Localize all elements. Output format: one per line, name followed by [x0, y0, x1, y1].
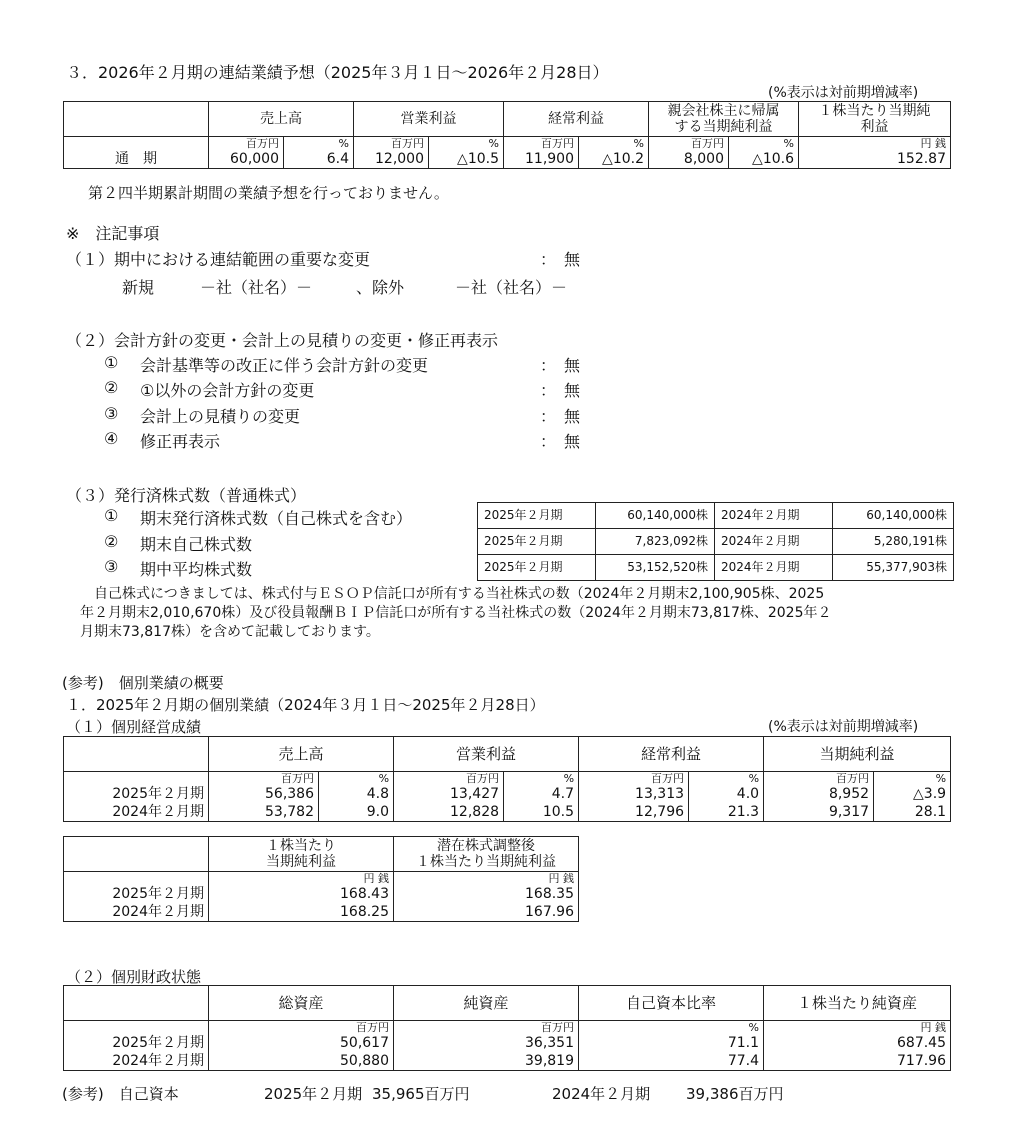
ref-t2-cell: 168.25	[209, 903, 394, 922]
ref-t1-cell: 4.8	[319, 785, 394, 803]
ref-t1-unit: %	[319, 772, 394, 786]
ref-t3-cell: 50,617	[209, 1034, 394, 1052]
forecast-header-net-l1: 親会社株主に帰属	[667, 103, 780, 119]
ref-t1-header: 売上高	[209, 737, 394, 772]
ref-t3-cell: 717.96	[764, 1052, 951, 1071]
ref-t2-header-line: 当期純利益	[266, 854, 336, 870]
shares-period: 2025年２月期	[478, 555, 596, 581]
ref-t1-unit: 百万円	[579, 772, 689, 786]
ref-t1-header: 経常利益	[579, 737, 764, 772]
notes-item2-value: ： 無	[540, 407, 581, 426]
forecast-unit: 百万円	[504, 137, 579, 151]
ref-t1-cell: 53,782	[209, 803, 319, 822]
shares-num: ②	[104, 532, 119, 551]
ref-t3-header: 総資産	[209, 986, 394, 1021]
forecast-header-eps-l1: １株当たり当期純	[818, 103, 931, 119]
ref-t1-unit-blank	[64, 772, 209, 786]
forecast-header-eps-l2: 利益	[860, 119, 889, 135]
ref-t1-cell: 9,317	[764, 803, 874, 822]
equity-period-2: 2024年２月期	[552, 1085, 651, 1103]
notes-item2-label: ①以外の会計方針の変更	[140, 381, 315, 400]
ref-t1-cell: 8,952	[764, 785, 874, 803]
forecast-row-label: 通 期	[64, 150, 209, 169]
notes-item1-new-value: －社（社名）－	[200, 278, 313, 297]
notes-item1-label: （１）期中における連結範囲の重要な変更	[66, 250, 371, 269]
ref-t1-unit: %	[504, 772, 579, 786]
notes-item2-value: ： 無	[540, 432, 581, 451]
equity-period-1: 2025年２月期	[264, 1085, 363, 1103]
forecast-header-net	[649, 102, 799, 137]
ref-t2-header-line: １株当たり	[266, 838, 336, 854]
ref-t2-row-label: 2025年２月期	[64, 885, 209, 903]
equity-label: (参考) 自己資本	[62, 1085, 179, 1103]
forecast-note: (%表示は対前期増減率)	[768, 85, 919, 101]
notes-item2-label: 会計基準等の改正に伴う会計方針の変更	[140, 356, 429, 375]
ref-t1-cell: 12,828	[394, 803, 504, 822]
forecast-unit: 百万円	[209, 137, 284, 151]
ref-t1-corner	[64, 737, 209, 772]
notes-item2-value: ： 無	[540, 356, 581, 375]
ref-table3	[63, 985, 951, 1071]
forecast-unit-blank	[64, 137, 209, 151]
ref-t3-cell: 71.1	[579, 1034, 764, 1052]
shares-label: 期末自己株式数	[140, 535, 253, 554]
notes-item2-label: 会計上の見積りの変更	[140, 407, 301, 426]
ref-t1-cell: △3.9	[874, 785, 951, 803]
notes-item1-new: 新規	[122, 278, 155, 297]
forecast-cell: 12,000	[354, 150, 429, 169]
forecast-header-operating: 営業利益	[354, 102, 504, 137]
shares-period: 2024年２月期	[715, 529, 833, 555]
forecast-unit: %	[729, 137, 799, 151]
forecast-heading: ３．2026年２月期の連結業績予想（2025年３月１日～2026年２月28日）	[66, 63, 609, 82]
ref-t1-unit: 百万円	[394, 772, 504, 786]
forecast-table	[63, 101, 951, 169]
forecast-cell: △10.2	[579, 150, 649, 169]
shares-period: 2024年２月期	[715, 503, 833, 529]
forecast-unit: %	[284, 137, 354, 151]
forecast-unit: 円 銭	[799, 137, 951, 151]
forecast-corner	[64, 102, 209, 137]
ref-t2-corner	[64, 837, 209, 872]
equity-value-2: 39,386百万円	[686, 1085, 784, 1103]
ref-t2-cell: 168.43	[209, 885, 394, 903]
ref-t2-unit-blank	[64, 872, 209, 886]
ref-t3-unit-blank	[64, 1021, 209, 1035]
shares-value: 60,140,000株	[596, 503, 715, 529]
ref-t1-cell: 56,386	[209, 785, 319, 803]
ref-t3-unit: 円 銭	[764, 1021, 951, 1035]
ref-t3-row-label: 2024年２月期	[64, 1052, 209, 1071]
forecast-header-net-l2: する当期純利益	[674, 119, 773, 135]
shares-label: 期末発行済株式数（自己株式を含む）	[140, 509, 413, 528]
shares-num: ①	[104, 506, 119, 525]
ref-t1-cell: 4.0	[689, 785, 764, 803]
forecast-unit: %	[429, 137, 504, 151]
forecast-cell: △10.6	[729, 150, 799, 169]
forecast-unit: 百万円	[354, 137, 429, 151]
notes-item2-num: ④	[104, 429, 119, 448]
notes-item2-num: ③	[104, 404, 119, 423]
ref-t3-cell: 687.45	[764, 1034, 951, 1052]
ref-t3-cell: 39,819	[394, 1052, 579, 1071]
ref-t2-cell: 168.35	[394, 885, 579, 903]
ref-t1-unit: 百万円	[209, 772, 319, 786]
ref-t1-cell: 13,313	[579, 785, 689, 803]
equity-value-1: 35,965百万円	[372, 1085, 470, 1103]
ref-t3-cell: 50,880	[209, 1052, 394, 1071]
ref-t2-header-line: 潜在株式調整後	[437, 838, 535, 854]
notes-item2-title: （２）会計方針の変更・会計上の見積りの変更・修正再表示	[66, 331, 499, 350]
shares-period: 2024年２月期	[715, 555, 833, 581]
shares-label: 期中平均株式数	[140, 560, 253, 579]
notes-item2-value: ： 無	[540, 381, 581, 400]
ref-t3-header: 自己資本比率	[579, 986, 764, 1021]
forecast-cell: 11,900	[504, 150, 579, 169]
ref-t1-cell: 28.1	[874, 803, 951, 822]
forecast-cell: △10.5	[429, 150, 504, 169]
ref-t1-cell: 4.7	[504, 785, 579, 803]
forecast-unit: %	[579, 137, 649, 151]
ref-t1-cell: 10.5	[504, 803, 579, 822]
shares-period: 2025年２月期	[478, 529, 596, 555]
ref-t2-row-label: 2024年２月期	[64, 903, 209, 922]
ref-t3-row-label: 2025年２月期	[64, 1034, 209, 1052]
ref-t3-cell: 36,351	[394, 1034, 579, 1052]
shares-value: 7,823,092株	[596, 529, 715, 555]
ref-t1-header: 営業利益	[394, 737, 579, 772]
forecast-header-ordinary: 経常利益	[504, 102, 649, 137]
notes-title: ※ 注記事項	[66, 224, 160, 243]
forecast-unit: 百万円	[649, 137, 729, 151]
shares-value: 60,140,000株	[833, 503, 954, 529]
ref-t3-unit: %	[579, 1021, 764, 1035]
ref-t2-header-diluted	[394, 837, 579, 872]
ref-s2-title: （２）個別財政状態	[66, 968, 202, 986]
ref-t1-unit: 百万円	[764, 772, 874, 786]
ref-t1-row-label: 2025年２月期	[64, 785, 209, 803]
ref-t3-unit: 百万円	[394, 1021, 579, 1035]
ref-t1-cell: 21.3	[689, 803, 764, 822]
ref-subtitle: １．2025年２月期の個別業績（2024年３月１日～2025年２月28日）	[66, 696, 545, 714]
notes-item3-title: （３）発行済株式数（普通株式）	[66, 486, 307, 505]
ref-title: (参考) 個別業績の概要	[62, 674, 224, 692]
shares-value: 53,152,520株	[596, 555, 715, 581]
ref-t3-cell: 77.4	[579, 1052, 764, 1071]
ref-t2-cell: 167.96	[394, 903, 579, 922]
notes-item1-excl-value: －社（社名）－	[455, 278, 568, 297]
forecast-cell: 152.87	[799, 150, 951, 169]
notes-item1-value: ： 無	[540, 250, 581, 269]
shares-note-line: 自己株式につきましては、株式付与ＥＳＯＰ信託口が所有する当社株式の数（2024年２月期末2,100,905株、2025	[80, 586, 825, 602]
notes-item2-num: ②	[104, 378, 119, 397]
notes-item1-sep: 、除外	[356, 278, 405, 297]
ref-s1-note: (%表示は対前期増減率)	[768, 719, 919, 735]
ref-t1-unit: %	[689, 772, 764, 786]
ref-t1-cell: 13,427	[394, 785, 504, 803]
shares-period: 2025年２月期	[478, 503, 596, 529]
shares-note-line: 月期末73,817株）を含めて記載しております。	[80, 624, 380, 640]
shares-note	[80, 585, 832, 642]
ref-t2-header-eps	[209, 837, 394, 872]
shares-table	[477, 502, 954, 581]
ref-t2-header-line: １株当たり当期純利益	[416, 854, 556, 870]
ref-t3-header: １株当たり純資産	[764, 986, 951, 1021]
ref-t2-unit: 円 銭	[394, 872, 579, 886]
forecast-cell: 6.4	[284, 150, 354, 169]
ref-t1-cell: 9.0	[319, 803, 394, 822]
shares-num: ③	[104, 557, 119, 576]
ref-t1-row-label: 2024年２月期	[64, 803, 209, 822]
ref-t1-unit: %	[874, 772, 951, 786]
notes-item2-num: ①	[104, 353, 119, 372]
ref-s1-title: （１）個別経営成績	[66, 718, 202, 736]
forecast-cell: 8,000	[649, 150, 729, 169]
shares-value: 5,280,191株	[833, 529, 954, 555]
ref-t2-unit: 円 銭	[209, 872, 394, 886]
ref-t3-unit: 百万円	[209, 1021, 394, 1035]
ref-t1-cell: 12,796	[579, 803, 689, 822]
ref-table2	[63, 836, 579, 922]
shares-note-line: 年２月期末2,010,670株）及び役員報酬ＢＩＰ信託口が所有する当社株式の数（2024年２月期末73,817株、2025年２	[80, 605, 832, 621]
ref-t3-corner	[64, 986, 209, 1021]
forecast-header-eps	[799, 102, 951, 137]
ref-t3-header: 純資産	[394, 986, 579, 1021]
shares-value: 55,377,903株	[833, 555, 954, 581]
forecast-footnote: 第２四半期累計期間の業績予想を行っておりません。	[88, 184, 449, 202]
forecast-header-sales: 売上高	[209, 102, 354, 137]
ref-t1-header: 当期純利益	[764, 737, 951, 772]
ref-table1	[63, 736, 951, 822]
forecast-cell: 60,000	[209, 150, 284, 169]
notes-item2-label: 修正再表示	[140, 432, 221, 451]
